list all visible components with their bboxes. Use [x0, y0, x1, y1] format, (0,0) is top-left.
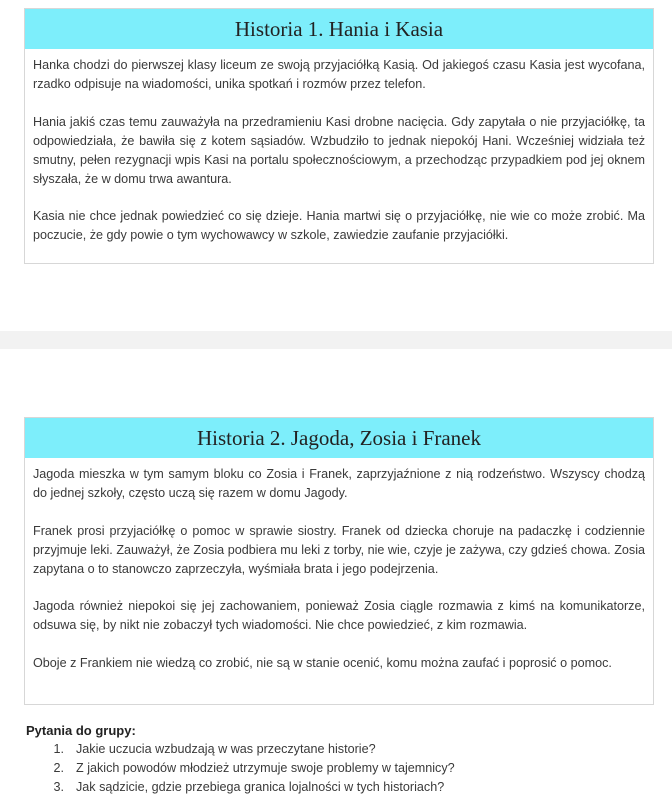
question-item	[26, 740, 646, 759]
story-paragraph: Jagoda również niepokoi się jej zachowaniem, ponieważ Zosia ciągle rozmawia z kimś na komunikatorze, odsuwa się, by nikt nie zobaczył tych wiadomości. Nie chce powiedzieć, z kim rozmawia.	[33, 599, 645, 632]
questions-list	[26, 740, 646, 797]
question-item	[26, 778, 646, 797]
story-paragraph: Oboje z Frankiem nie wiedzą co zrobić, nie są w stanie ocenić, komu można zaufać i poprosić o pomoc.	[33, 655, 612, 670]
story-body	[25, 458, 653, 687]
story-paragraph: Franek prosi przyjaciółkę o pomoc w sprawie siostry. Franek od dziecka choruje na padaczkę i codziennie przyjmuje leki. Zauważył, że Zosia podbiera mu leki z torby, nie wie, czyje je zażywa, czy gdzieś chowa. Zosia zapytana o to stanowczo zaprzeczyła, wyśmiała brata i jego podejrzenia.	[33, 523, 645, 576]
story-card-1	[24, 8, 654, 264]
question-text: Jakie uczucia wzbudzają w was przeczytane historie?	[76, 742, 376, 756]
story-paragraph: Jagoda mieszka w tym samym bloku co Zosia i Franek, zaprzyjaźnione z nią rodzeństwo. Wszyscy chodzą do jednej szkoły, często uczą się razem w domu Jagody.	[33, 467, 645, 500]
story-title: Historia 2. Jagoda, Zosia i Franek	[25, 418, 653, 458]
question-number: 1.	[53, 742, 64, 756]
story-card-2	[24, 417, 654, 705]
question-number: 3.	[53, 780, 64, 794]
story-paragraph: Hanka chodzi do pierwszej klasy liceum ze swoją przyjaciółką Kasią. Od jakiegoś czasu Kasia jest wycofana, rzadko odpisuje na wiadomości, unika spotkań i rozmów przez telefon.	[33, 58, 645, 91]
question-text: Z jakich powodów młodzież utrzymuje swoje problemy w tajemnicy?	[76, 761, 455, 775]
question-text: Jak sądzicie, gdzie przebiega granica lojalności w tych historiach?	[76, 780, 445, 794]
story-paragraph: Hania jakiś czas temu zauważyła na przedramieniu Kasi drobne nacięcia. Gdy zapytała o nie przyjaciółkę, ta odpowiedziała, że bawiła się z kotem sąsiadów. Wzbudziło to jednak niepokój Hani. Wcześniej widziała też smutny, pełen rezygnacji wpis Kasi na portalu społecznościowym, a przechodząc przypadkiem pod jej oknem słyszała, że w domu trwa awantura.	[33, 114, 645, 186]
question-number: 2.	[53, 761, 64, 775]
question-item	[26, 759, 646, 778]
section-divider	[0, 331, 672, 349]
questions-heading: Pytania do grupy:	[26, 723, 136, 738]
story-title: Historia 1. Hania i Kasia	[25, 9, 653, 49]
story-body	[25, 49, 653, 259]
story-paragraph: Kasia nie chce jednak powiedzieć co się dzieje. Hania martwi się o przyjaciółkę, nie wie co może zrobić. Ma poczucie, że gdy powie o tym wychowawcy w szkole, zawiedzie zaufanie przyjaciółki.	[33, 209, 645, 242]
group-questions	[26, 721, 646, 797]
